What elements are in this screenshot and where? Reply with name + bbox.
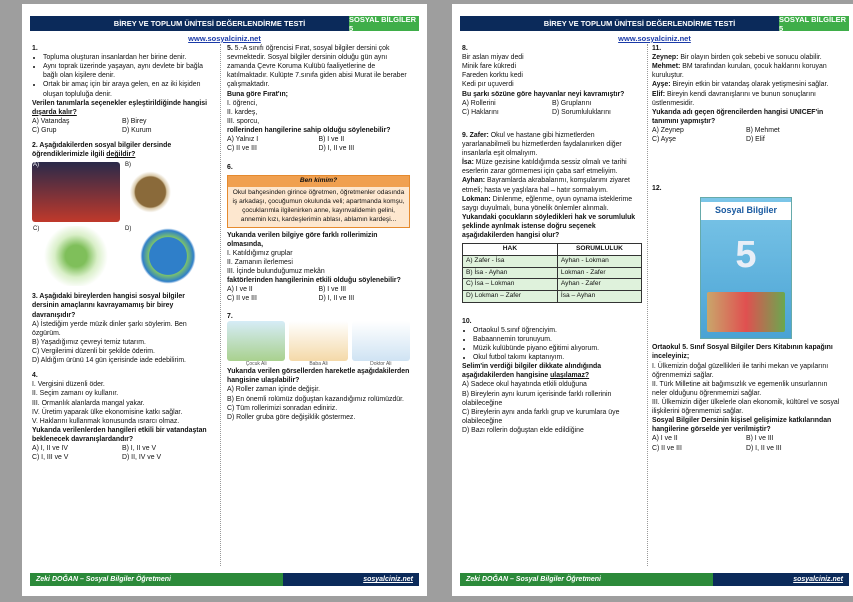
q9-number: 9.: [462, 131, 468, 139]
column-2: [227, 44, 410, 422]
option[interactable]: B) I ve II: [318, 136, 345, 144]
speech: Bireyin kendi davranışlarını ve bunun sonuçlarını üstlenmesidir.: [652, 90, 816, 107]
speech: Dinlenme, eğlenme, oyun oynama isteklerime saygı duyulmalı, buna yönelik önlemler alınmalı.: [462, 195, 633, 212]
child-ali-image: [227, 321, 285, 361]
speech: Okul ve hastane gibi hizmetlerden yararlanabilmeli bu hizmetlerden faydalanırken diğer insanlarla eşit olmalıyım.: [462, 131, 622, 158]
option[interactable]: B) Bireylerin aynı kurum içerisinde farklı rollerinin olabileceğine: [462, 390, 612, 407]
footer-author: Zeki DOĞAN – Sosyal Bilgiler Öğretmeni: [460, 573, 713, 586]
q10-bullets: [462, 326, 642, 362]
subject-label: SOSYAL BİLGİLER 5: [349, 16, 419, 31]
table-row[interactable]: [463, 279, 642, 291]
cell: A) Zafer - İsa: [463, 255, 558, 267]
option[interactable]: D) I, II ve III: [746, 444, 782, 452]
column-divider: [220, 44, 221, 566]
q5-number: 5.: [227, 45, 233, 52]
option[interactable]: D) Sorumluluklarını: [552, 108, 611, 116]
th-hak: HAK: [463, 244, 558, 256]
table-header: [463, 244, 642, 256]
q10-number: 10.: [462, 317, 472, 325]
q1-stem-text: Verilen tanımlarla seçenekler eşleştirildiğinde hangisi: [32, 99, 208, 107]
q5-sub: Buna göre Fırat'ın;: [227, 90, 288, 98]
option[interactable]: D) Elif: [746, 136, 765, 144]
q3-number: 3.: [32, 293, 38, 301]
q6-stem: Yukarıda verilen bilgiye göre farklı rollerimizin olmasında,: [227, 231, 378, 248]
footer-site-link[interactable]: sosyalciniz.net: [283, 573, 419, 586]
option[interactable]: B) I ve III: [746, 435, 774, 443]
option[interactable]: C) Ayşe: [652, 136, 676, 144]
option[interactable]: A) Vatandaş: [32, 117, 70, 125]
poem-line: Minik fare kükredi: [462, 63, 516, 71]
q9-table: [462, 243, 642, 303]
q2-number: 2.: [32, 142, 38, 150]
box-text: Okul bahçesinden girince öğretmen, öğretmenler odasında iş arkadaşı, çocuğumun okulunda veli; apartmanda komşu, çocuklarımla ilgilenirken anne, kayınvalidemin gelini, annemin kızı, kardeşlerimin ablası, ablamın kardeşi...: [232, 189, 405, 223]
speaker: Lokman:: [462, 195, 491, 203]
q6-number: 6.: [227, 164, 233, 172]
q11-line: [652, 80, 840, 89]
lizard-image: [32, 226, 120, 286]
header-bar: [30, 16, 419, 31]
q2-stem-text: Aşağıdakilerden sosyal bilgiler dersinde öğrendiklerimizle ilgili: [32, 142, 172, 159]
caption: Çocuk Ali: [245, 360, 267, 367]
q2-label-a: A): [33, 162, 39, 169]
q4-stem: Yukarıda verilenlerden hangileri etkili bir vatandaştan beklenecek davranışlardandır?: [32, 426, 207, 443]
table-row[interactable]: [463, 291, 642, 303]
q1-stem-underline: dışarda kalır?: [32, 108, 77, 116]
column-1: [32, 44, 212, 462]
q1-options: [32, 117, 212, 135]
option[interactable]: A) Sadece okul hayatında etkili olduğuna: [462, 381, 587, 389]
q10-stem-underline: ulaşılamaz?: [550, 372, 590, 380]
q2-label-b: B): [125, 162, 131, 169]
option[interactable]: A) I ve II: [227, 286, 253, 294]
speech: Bayramlarda akrabalarımı, komşularımı ziyaret etmeli; hasta ve yaşlılara hal – hatır sormalıyım.: [462, 177, 630, 194]
book-grade: 5: [735, 234, 757, 277]
list-item: • Topluma oluşturan insanlardan her birine denir.: [43, 53, 212, 62]
q3-stem: [32, 292, 212, 319]
list-item: • Babaannemin torunuyum.: [473, 335, 642, 344]
list-item: III. Ülkemizin diğer ülkelerle olan ekonomik, kültürel ve sosyal ilişkilerini öğrenmemizi sağlar.: [652, 398, 840, 416]
option[interactable]: C) Haklarını: [462, 108, 499, 116]
q9-line: [462, 131, 642, 158]
cell: D) Lokman – Zafer: [463, 291, 558, 303]
option[interactable]: C) I, III ve V: [32, 454, 69, 462]
q5-stem: rollerinden hangilerine sahip olduğu söylenebilir?: [227, 126, 391, 134]
doctor-ali-image: [352, 321, 410, 361]
list-item: • Ortak bir amaç için bir araya gelen, en az iki kişiden oluşan topluluğa denir.: [43, 80, 212, 98]
q5-text: [227, 44, 410, 90]
option[interactable]: C) Vergilerimi düzenli bir şekilde öderim.: [32, 347, 155, 355]
option[interactable]: B) I ve III: [318, 286, 347, 294]
q2-images: [32, 162, 212, 286]
q11-number: 11.: [652, 45, 662, 52]
option[interactable]: A) Rollerini: [462, 99, 496, 107]
cell: B) İsa - Ayhan: [463, 267, 558, 279]
site-url[interactable]: www.sosyalciniz.net: [618, 34, 691, 43]
cell: C) İsa – Lokman: [463, 279, 558, 291]
father-ali-image: [289, 321, 347, 361]
option[interactable]: B) En önemli rolümüz doğuştan kazandığımız rolümüzdür.: [227, 395, 404, 403]
q2-stem-underline: değildir?: [106, 151, 136, 159]
book-collage: [707, 292, 785, 332]
list-item: • Aynı toprak üzerinde yaşayan, aynı devlete bir bağla bağlı olan kişilere denir.: [43, 62, 212, 80]
q5-options: [227, 135, 410, 153]
list-item: II. Zamanın ilerlemesi: [227, 259, 293, 267]
option[interactable]: D) II, IV ve V: [122, 454, 162, 462]
q7-stem: Yukarıda verilen görsellerden hareketle aşağıdakilerden hangisine ulaşılabilir?: [227, 368, 410, 385]
option[interactable]: A) I, II ve IV: [32, 445, 68, 453]
list-item: I. Ülkemizin doğal güzellikleri ile tarihi mekan ve yapılarını öğrenmemizi sağlar.: [652, 362, 829, 379]
q1-number: 1.: [32, 45, 38, 52]
q11-line: [652, 90, 840, 108]
q7-images: [227, 321, 410, 368]
ben-kimim-box: [227, 175, 410, 227]
child-ali-figure: [227, 321, 285, 368]
site-url[interactable]: www.sosyalciniz.net: [188, 34, 261, 43]
q10-stem: [462, 362, 642, 380]
option[interactable]: C) II ve III: [652, 444, 682, 452]
speaker: Mehmet:: [652, 63, 681, 71]
speaker: Ayhan:: [462, 177, 486, 185]
footer-bar: [460, 573, 849, 586]
poem-line: Bir aslan miyav dedi: [462, 54, 524, 62]
q12-number: 12.: [652, 185, 662, 193]
list-item: • Ortaokul 5.sınıf öğrenciyim.: [473, 326, 642, 335]
option[interactable]: C) II ve III: [227, 145, 257, 153]
speech: Bireyin etkin bir vatandaş olarak yetişmesini sağlar.: [672, 81, 829, 89]
cell: Ayhan - Zafer: [557, 279, 641, 291]
list-item: • Müzik kulübünde piyano eğitimi alıyorum.: [473, 344, 642, 353]
option[interactable]: D) Roller gruba göre değişiklik göstermez.: [227, 413, 356, 421]
q7-number: 7.: [227, 312, 233, 320]
option[interactable]: D) Bazı rollerin doğuştan elde edildiğine: [462, 427, 584, 435]
option[interactable]: A) İstediğim yerde müzik dinler şarkı söylerim. Ben özgürüm.: [32, 320, 187, 337]
q2-stem: [32, 141, 212, 159]
poem-line: Kedi pır uçuverdi: [462, 81, 514, 89]
list-item: IV. Üretim yaparak ülke ekonomisine katkı sağlar.: [32, 408, 183, 416]
q11-options: [652, 126, 840, 144]
footer-author: Zeki DOĞAN – Sosyal Bilgiler Öğretmeni: [30, 573, 283, 586]
column-3: [462, 44, 642, 435]
column-divider: [647, 44, 648, 566]
speaker: Ayşe:: [652, 81, 671, 89]
q11-stem: Yukarıda adı geçen öğrencilerden hangisi UNICEF'in tanımını yapmıştır?: [652, 108, 824, 125]
q9-stem: Yukarıdaki çocukların söyledikleri hak ve sorumluluk şeklinde ayrılmak istense doğru seçenek aşağıdakilerden hangisi olur?: [462, 213, 636, 240]
footer-site-link[interactable]: sosyalciniz.net: [713, 573, 849, 586]
list-item: • Okul futbol takımı kaptanıyım.: [473, 353, 642, 362]
option[interactable]: A) Zeynep: [652, 126, 684, 134]
list-item: I. Katıldığımız gruplar: [227, 249, 293, 257]
option[interactable]: D) Aldığım ürünü 14 gün içerisinde iade edebilirim.: [32, 357, 186, 365]
test-title: BİREY VE TOPLUM ÜNİTESİ DEĞERLENDİRME TESTİ: [30, 16, 349, 31]
q11-line: [652, 62, 840, 80]
option[interactable]: C) Bireylerin aynı anda farklı grup ve kurumlara üye olabileceğine: [462, 408, 620, 425]
subject-label: SOSYAL BİLGİLER 5: [779, 16, 849, 31]
coins-image: [124, 162, 212, 222]
q12-options: [652, 434, 840, 452]
header-bar: [460, 16, 849, 31]
q10-stem-text: Selim'in verdiği bilgiler dikkate alındığında aşağıdakilerden hangisine: [462, 363, 602, 380]
q8-number: 8.: [462, 45, 468, 52]
speech: BM tarafından kurulan, çocuk haklarını koruyan kuruluştur.: [652, 63, 827, 80]
father-ali-figure: [289, 321, 347, 368]
option[interactable]: A) Roller zaman içinde değişir.: [227, 386, 321, 394]
th-sorumluluk: SORUMLULUK: [557, 244, 641, 256]
cell: İsa – Ayhan: [557, 291, 641, 303]
column-4: [652, 44, 840, 453]
list-item: III. Ormanlık alanlarda mangal yakar.: [32, 399, 145, 407]
doctor-ali-figure: [352, 321, 410, 368]
footer-bar: [30, 573, 419, 586]
caption: Doktor Ali: [370, 360, 392, 367]
table-row[interactable]: [463, 267, 642, 279]
option[interactable]: B) Yaşadığımız çevreyi temiz tutarım.: [32, 338, 146, 346]
list-item: II. kardeş,: [227, 108, 258, 116]
q8-options: [462, 99, 642, 117]
caption: Baba Ali: [309, 360, 328, 367]
speech: Müze gezisine katıldığımda sessiz olmalı ve tarihi eserlerin zarar görmemesi için çaba sarf etmeliyim.: [462, 159, 627, 176]
speaker: Zafer:: [469, 131, 489, 139]
q4-number: 4.: [32, 372, 38, 380]
q5-body: 5.-A sınıfı öğrencisi Fırat, sosyal bilgiler dersini çok sevmektedir. Sosyal bilgiler dersinin olduğu gün aynı zamanda Çevre Koruma Kulübü faaliyetlerine de katılmaktadır. Kulüpte 7.sınıfa giden abisi Murat ile beraber çalışmaktadır.: [227, 45, 407, 89]
box-title: Ben kimim?: [228, 176, 409, 187]
q6-stem2: faktörlerinden hangilerinin etkili olduğu söylenebilir?: [227, 277, 401, 285]
option[interactable]: C) Tüm rollerimizi sonradan ediniriz.: [227, 404, 338, 412]
q1-bullets: [32, 53, 212, 99]
option[interactable]: B) Gruplarını: [552, 99, 592, 107]
option[interactable]: D) I, II ve III: [318, 145, 355, 153]
q4-options: [32, 444, 212, 462]
cell: Ayhan - Lokman: [557, 255, 641, 267]
q1-stem: [32, 99, 212, 117]
q8-stem: Bu şarkı sözüne göre hayvanlar neyi kavramıştır?: [462, 90, 625, 98]
option[interactable]: A) I ve II: [652, 435, 678, 443]
list-item: II. Türk Milletine ait bağımsızlık ve egemenlik unsurlarının neler olduğunu öğrenmemizi sağlar.: [652, 380, 828, 397]
option[interactable]: C) Grup: [32, 126, 57, 134]
cell: Lokman - Zafer: [557, 267, 641, 279]
q6-options: [227, 285, 410, 303]
option[interactable]: A) Yalnız I: [227, 136, 259, 144]
q12-stem: Ortaokul 5. Sınıf Sosyal Bilgiler Ders Kitabının kapağını inceleyiniz;: [652, 344, 833, 361]
list-item: V. Haklarını kullanmak konusunda ısrarcı olmaz.: [32, 417, 180, 425]
list-item: III. sporcu,: [227, 117, 260, 125]
option[interactable]: B) Birey: [122, 117, 147, 125]
q9-line: [462, 176, 642, 194]
globe-image: [124, 226, 212, 286]
table-row[interactable]: [463, 255, 642, 267]
q2-label-d: D): [125, 226, 132, 233]
page-right: [452, 4, 853, 596]
poem-line: Fareden korktu kedi: [462, 72, 523, 80]
list-item: I. Vergisini düzenli öder.: [32, 381, 105, 389]
q2-label-c: C): [33, 226, 40, 233]
option[interactable]: C) II ve III: [227, 295, 257, 303]
speaker: Elif:: [652, 90, 666, 98]
list-item: II. Seçim zamanı oy kullanır.: [32, 390, 119, 398]
book-title: Sosyal Bilgiler: [701, 202, 791, 220]
option[interactable]: D) Kurum: [122, 126, 152, 134]
speaker: İsa:: [462, 159, 474, 167]
q9-line: [462, 195, 642, 213]
speech: Bir olayın birden çok sebebi ve sonucu olabilir.: [680, 54, 822, 62]
q3-stem-text: Aşağıdaki bireylerden hangisi sosyal bilgiler dersinin amaçlarını kavrayamamış bir birey davranışıdır?: [32, 293, 185, 319]
q9-line: [462, 158, 642, 176]
option[interactable]: B) Mehmet: [746, 126, 780, 134]
option[interactable]: B) I, II ve V: [122, 445, 157, 453]
option[interactable]: D) I, II ve III: [318, 295, 355, 303]
flag-crowd-image: [32, 162, 120, 222]
q11-line: [652, 53, 840, 62]
book-cover-image: [700, 197, 792, 339]
list-item: I. öğrenci,: [227, 99, 258, 107]
speaker: Zeynep:: [652, 54, 679, 62]
list-item: III. İçinde bulunduğumuz mekân: [227, 268, 325, 276]
q12-stem2: Sosyal Bilgiler Dersinin kişisel gelişimize katkılarından hangilerine görselde yer verilmiştir?: [652, 417, 832, 434]
page-left: [22, 4, 427, 596]
test-title: BİREY VE TOPLUM ÜNİTESİ DEĞERLENDİRME TESTİ: [460, 16, 779, 31]
